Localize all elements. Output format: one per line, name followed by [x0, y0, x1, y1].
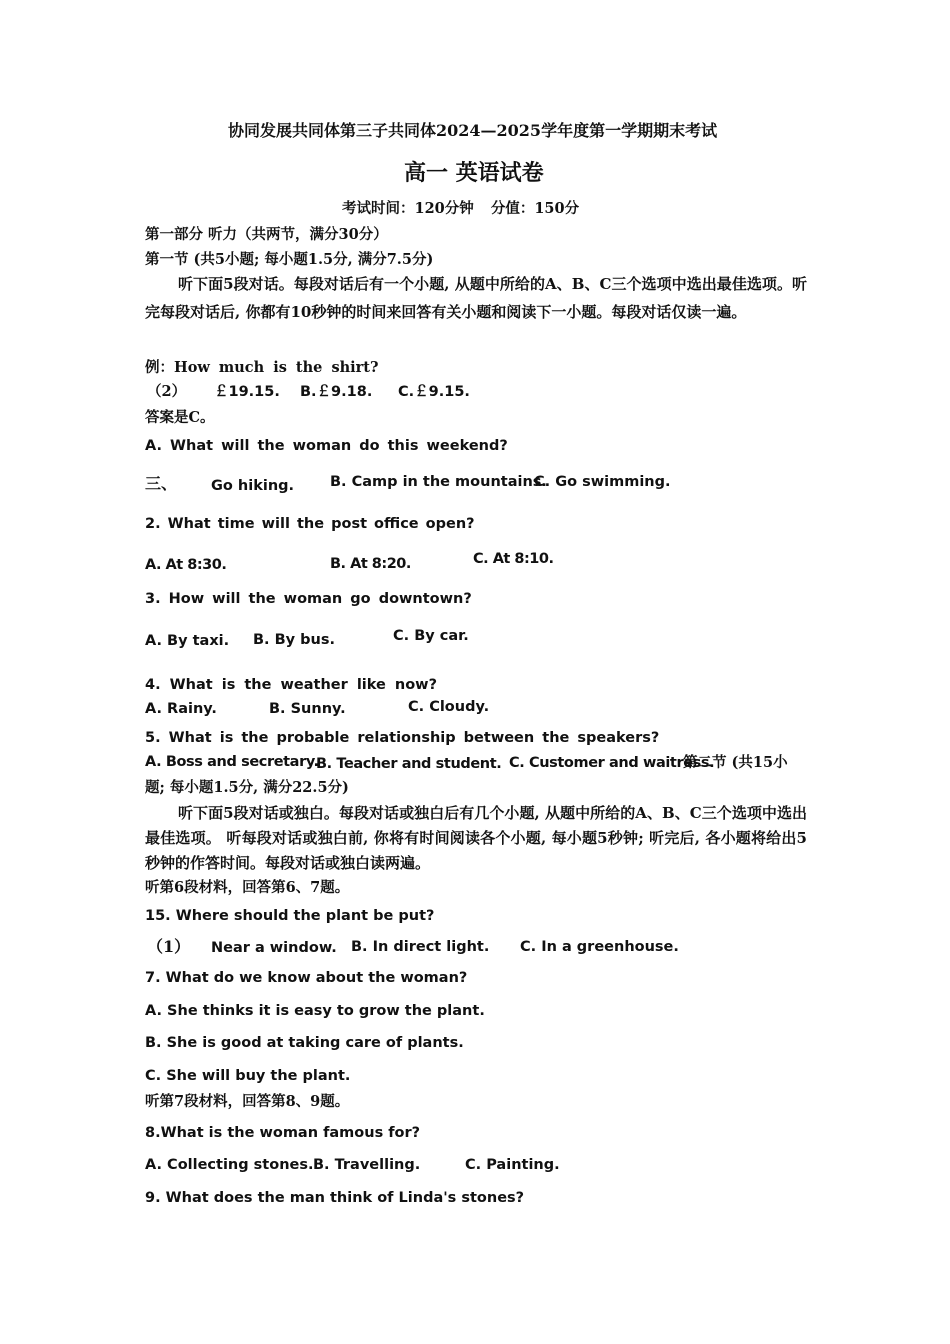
q6-option-c: C. In a greenhouse.	[520, 939, 679, 955]
example-question: 例：How much is the shirt?	[145, 359, 379, 376]
q2-question: 2. What time will the post office open?	[145, 516, 475, 532]
example-option-c: C.￡9.15.	[398, 384, 470, 400]
q1-question: A. What will the woman do this weekend?	[145, 438, 508, 454]
q9-question: 9. What does the man think of Linda's stones?	[145, 1190, 525, 1206]
q2-option-b: B. At 8:20.	[330, 556, 411, 572]
example-answer: 答案是C。	[145, 409, 215, 426]
example-option-b: B.￡9.18.	[300, 384, 373, 400]
section2-instructions: 听下面5段对话或独白。每段对话或独白后有几个小题, 从题中所给的A、B、C三个选项中选出最佳选项。 听每段对话或独白前, 你将有时间阅读各个小题, 每小题5秒钟; 听完后, 各小题将给出5秒钟的作答时间。每段对话或独白读两遍。	[145, 804, 807, 872]
q8-option-a: A. Collecting stones.	[145, 1157, 314, 1173]
q3-option-b: B. By bus.	[253, 632, 336, 648]
q6-question: 15. Where should the plant be put?	[145, 908, 435, 924]
q1-option-a: Go hiking.	[211, 478, 295, 494]
q6-option-a: Near a window.	[211, 940, 337, 956]
section1-heading: 第一节 (共5小题; 每小题1.5分, 满分7.5分)	[145, 251, 434, 268]
q1-option-c: C. Go swimming.	[534, 474, 671, 490]
q5-option-b: B. Teacher and student.	[316, 756, 502, 772]
part1-heading: 第一部分 听力（共两节，满分30分）	[145, 226, 388, 243]
material6-label: 听第6段材料，回答第6、7题。	[145, 879, 350, 896]
q1-marker: 三、	[145, 474, 178, 493]
q8-option-b: B. Travelling.	[313, 1157, 421, 1173]
exam-title: 协同发展共同体第三子共同体2024—2025学年度第一学期期末考试	[228, 121, 718, 140]
q6-marker: （1）	[147, 937, 191, 956]
example-option-a: ￡19.15.	[214, 384, 280, 400]
q6-option-b: B. In direct light.	[351, 939, 490, 955]
q3-question: 3. How will the woman go downtown?	[145, 591, 472, 607]
q7-option-b: B. She is good at taking care of plants.	[145, 1035, 464, 1051]
q8-option-c: C. Painting.	[465, 1157, 560, 1173]
exam-info: 考试时间：120分钟 分值：150分	[342, 200, 580, 217]
paper-subtitle: 高一 英语试卷	[404, 160, 544, 186]
section2-heading-part2: 题; 每小题1.5分, 满分22.5分)	[145, 779, 349, 796]
q7-option-c: C. She will buy the plant.	[145, 1068, 351, 1084]
q5-option-c: C. Customer and waitress.	[509, 755, 715, 771]
q7-question: 7. What do we know about the woman?	[145, 970, 468, 986]
q3-option-c: C. By car.	[393, 628, 469, 644]
q2-option-c: C. At 8:10.	[473, 551, 554, 567]
q4-question: 4. What is the weather like now?	[145, 677, 437, 693]
q1-option-b: B. Camp in the mountains.	[330, 474, 547, 490]
q2-option-a: A. At 8:30.	[145, 557, 227, 573]
section1-instructions: 听下面5段对话。每段对话后有一个小题, 从题中所给的A、B、C三个选项中选出最佳选项。听完每段对话后, 你都有10秒钟的时间来回答有关小题和阅读下一小题。每段对话仅读一遍。	[145, 275, 807, 321]
material7-label: 听第7段材料，回答第8、9题。	[145, 1093, 350, 1110]
q4-option-c: C. Cloudy.	[408, 699, 490, 715]
q7-option-a: A. She thinks it is easy to grow the plant.	[145, 1003, 485, 1019]
q5-question: 5. What is the probable relationship between the speakers?	[145, 730, 660, 746]
example-marker: （2）	[147, 383, 187, 400]
q8-question: 8.What is the woman famous for?	[145, 1125, 421, 1141]
q4-option-a: A. Rainy.	[145, 701, 217, 717]
q4-option-b: B. Sunny.	[269, 701, 346, 717]
q3-option-a: A. By taxi.	[145, 633, 230, 649]
section2-heading-part1: 第二节 (共15小	[683, 754, 788, 771]
q5-option-a: A. Boss and secretary.	[145, 754, 319, 770]
